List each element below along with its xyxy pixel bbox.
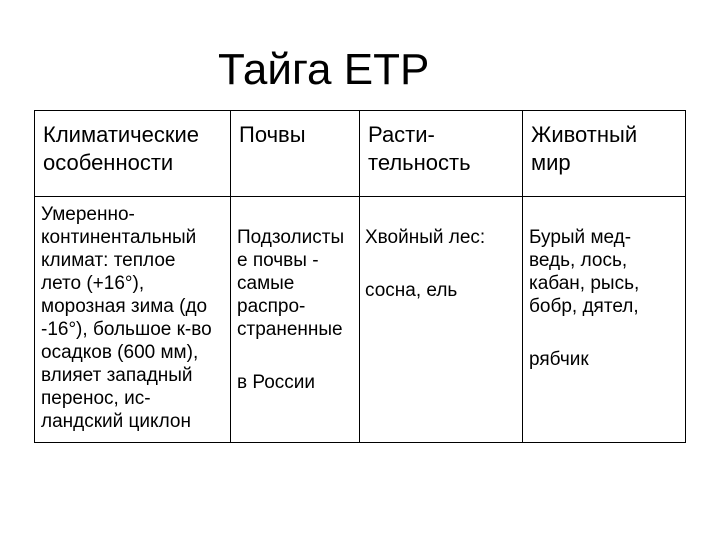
header-climate: Климатические особенности: [43, 122, 200, 175]
cell-soils-gap: [237, 341, 357, 348]
cell-fauna: [529, 203, 684, 371]
cell-fauna-main: Бурый мед- ведь, лось, кабан, рысь, бобр, дятел,: [529, 227, 640, 317]
cell-vegetation: [365, 203, 520, 302]
header-vegetation: Расти- тельность: [368, 122, 471, 175]
cell-climate: Умеренно- континентальный климат: теплое лето (+16°), морозная зима (до -16°), большое к-во осадков (600 мм), влияет западный перенос, ис- ландский циклон: [41, 204, 212, 432]
taiga-table: [34, 110, 686, 443]
cell-vegetation-gap: [365, 249, 520, 256]
header-fauna: Животный мир: [531, 122, 638, 175]
column-divider-3: [522, 111, 523, 442]
cell-vegetation-tail: сосна, ель: [365, 280, 458, 301]
cell-soils: [237, 203, 357, 394]
cell-soils-main: Подзолисты е почвы - самые распро- страненные: [237, 227, 345, 340]
column-divider-1: [230, 111, 231, 442]
column-divider-2: [359, 111, 360, 442]
cell-vegetation-main: Хвойный лес:: [365, 227, 486, 248]
cell-fauna-tail: рябчик: [529, 349, 589, 370]
cell-fauna-gap: [529, 318, 684, 325]
cell-soils-tail: в России: [237, 372, 316, 393]
header-soils: Почвы: [239, 122, 306, 147]
header-divider: [35, 196, 685, 197]
slide-title: Тайга ЕТР: [218, 45, 430, 94]
